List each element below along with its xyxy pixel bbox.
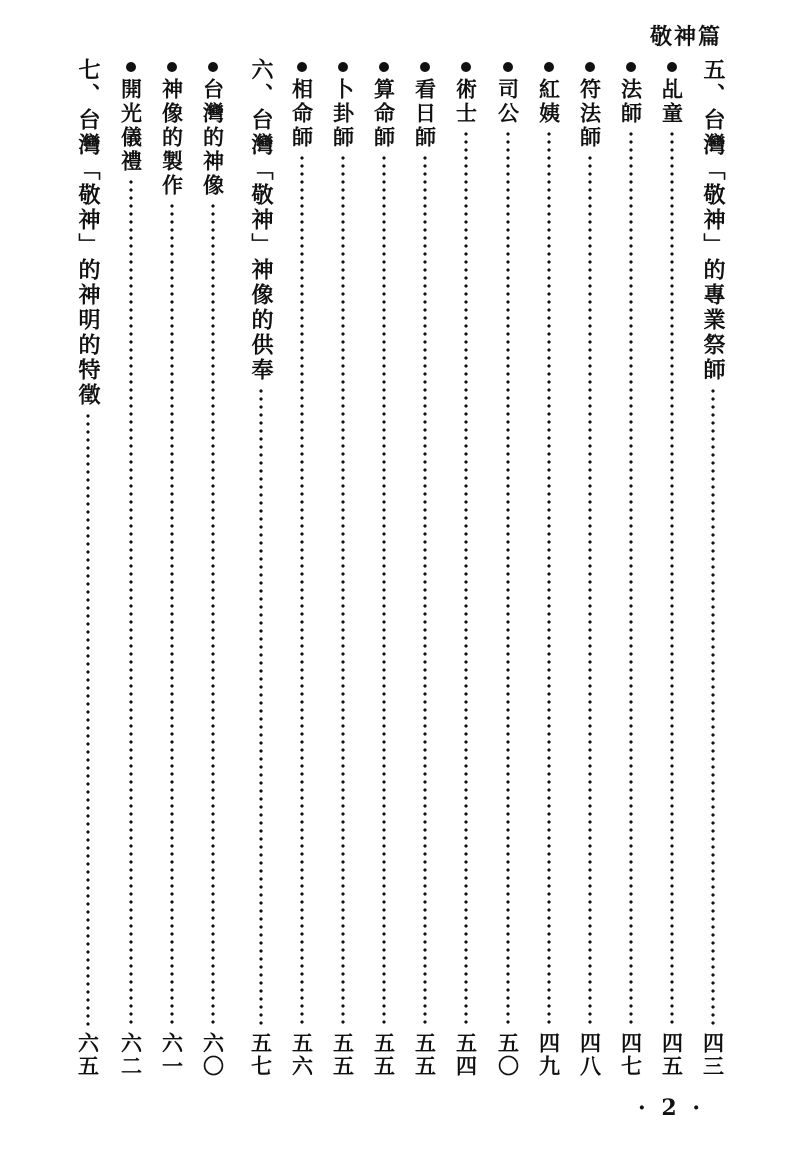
dot-leader — [464, 130, 468, 1028]
toc-entry-title: 台灣的神像 — [200, 78, 226, 198]
toc-entry-page: 六二 — [118, 1032, 144, 1078]
toc-entry-page: 四九 — [536, 1032, 562, 1078]
toc-section-entry — [244, 58, 278, 1088]
dot-leader — [300, 154, 304, 1028]
bullet-icon — [585, 62, 595, 72]
dot-leader — [588, 154, 592, 1028]
toc-entry-title: 七、台灣「敬神」的神明的特徵 — [75, 58, 101, 408]
bullet-icon — [126, 62, 136, 72]
toc-entry-title: 術士 — [453, 78, 479, 126]
toc-entry — [655, 58, 689, 1088]
toc-entry-page: 五五 — [371, 1032, 397, 1078]
toc-entry-title: 神像的製作 — [159, 78, 185, 198]
bullet-icon — [379, 62, 389, 72]
toc-entry-title: 紅姨 — [536, 78, 562, 126]
toc-entry-page: 六五 — [75, 1032, 101, 1078]
toc-entry-page: 六一 — [159, 1032, 185, 1078]
page-number: · 2 · — [638, 1095, 704, 1121]
bullet-icon — [461, 62, 471, 72]
toc-entry-title: 卜卦師 — [330, 78, 356, 150]
toc-entry-page: 五四 — [453, 1032, 479, 1078]
bullet-icon — [503, 62, 513, 72]
dot-leader — [259, 387, 263, 1028]
toc-entry-title: 符法師 — [577, 78, 603, 150]
dot-leader — [711, 387, 715, 1028]
toc-entry-page: 六〇 — [200, 1032, 226, 1078]
toc-entry-title: 相命師 — [289, 78, 315, 150]
toc-entry-title: 看日師 — [412, 78, 438, 150]
toc-entry-page: 五五 — [330, 1032, 356, 1078]
toc-entry-title: 司公 — [495, 78, 521, 126]
dot-leader — [547, 130, 551, 1028]
toc-entry-title: 五、台灣「敬神」的專業祭師 — [700, 58, 726, 383]
dot-leader — [211, 202, 215, 1028]
toc-entry — [326, 58, 360, 1088]
dot-leader — [382, 154, 386, 1028]
dot-leader — [86, 412, 90, 1028]
toc-entry-page: 四八 — [577, 1032, 603, 1078]
dot-leader — [170, 202, 174, 1028]
bullet-icon — [167, 62, 177, 72]
toc-entry — [114, 58, 148, 1088]
toc-entry-page: 四五 — [659, 1032, 685, 1078]
toc-entry-page: 五〇 — [495, 1032, 521, 1078]
toc-entry-title: 開光儀禮 — [118, 78, 144, 174]
toc-entry-title: 六、台灣「敬神」神像的供奉 — [248, 58, 274, 383]
bullet-icon — [420, 62, 430, 72]
running-header: 敬神篇 — [649, 24, 722, 50]
toc-entry — [573, 58, 607, 1088]
dot-leader — [629, 130, 633, 1028]
bullet-icon — [208, 62, 218, 72]
toc-entry — [285, 58, 319, 1088]
toc-entry — [155, 58, 189, 1088]
toc-entry-title: 乩童 — [659, 78, 685, 126]
toc-entry-page: 五六 — [289, 1032, 315, 1078]
toc-entry-title: 法師 — [618, 78, 644, 126]
toc-entry — [408, 58, 442, 1088]
dot-leader — [506, 130, 510, 1028]
dot-leader — [341, 154, 345, 1028]
toc-entry-page: 五七 — [248, 1032, 274, 1078]
dot-leader — [129, 178, 133, 1028]
dot-leader — [670, 130, 674, 1028]
toc-entry — [196, 58, 230, 1088]
toc-section-entry — [71, 58, 105, 1088]
bullet-icon — [297, 62, 307, 72]
toc-entry — [491, 58, 525, 1088]
bullet-icon — [626, 62, 636, 72]
toc-entry-page: 四三 — [700, 1032, 726, 1078]
bullet-icon — [338, 62, 348, 72]
toc-entry — [449, 58, 483, 1088]
bullet-icon — [544, 62, 554, 72]
toc-section-entry — [696, 58, 730, 1088]
toc-entry — [614, 58, 648, 1088]
toc-entry — [367, 58, 401, 1088]
bullet-icon — [667, 62, 677, 72]
toc-entry-page: 四七 — [618, 1032, 644, 1078]
toc-entry-page: 五五 — [412, 1032, 438, 1078]
toc-entry — [532, 58, 566, 1088]
toc-entry-title: 算命師 — [371, 78, 397, 150]
dot-leader — [423, 154, 427, 1028]
